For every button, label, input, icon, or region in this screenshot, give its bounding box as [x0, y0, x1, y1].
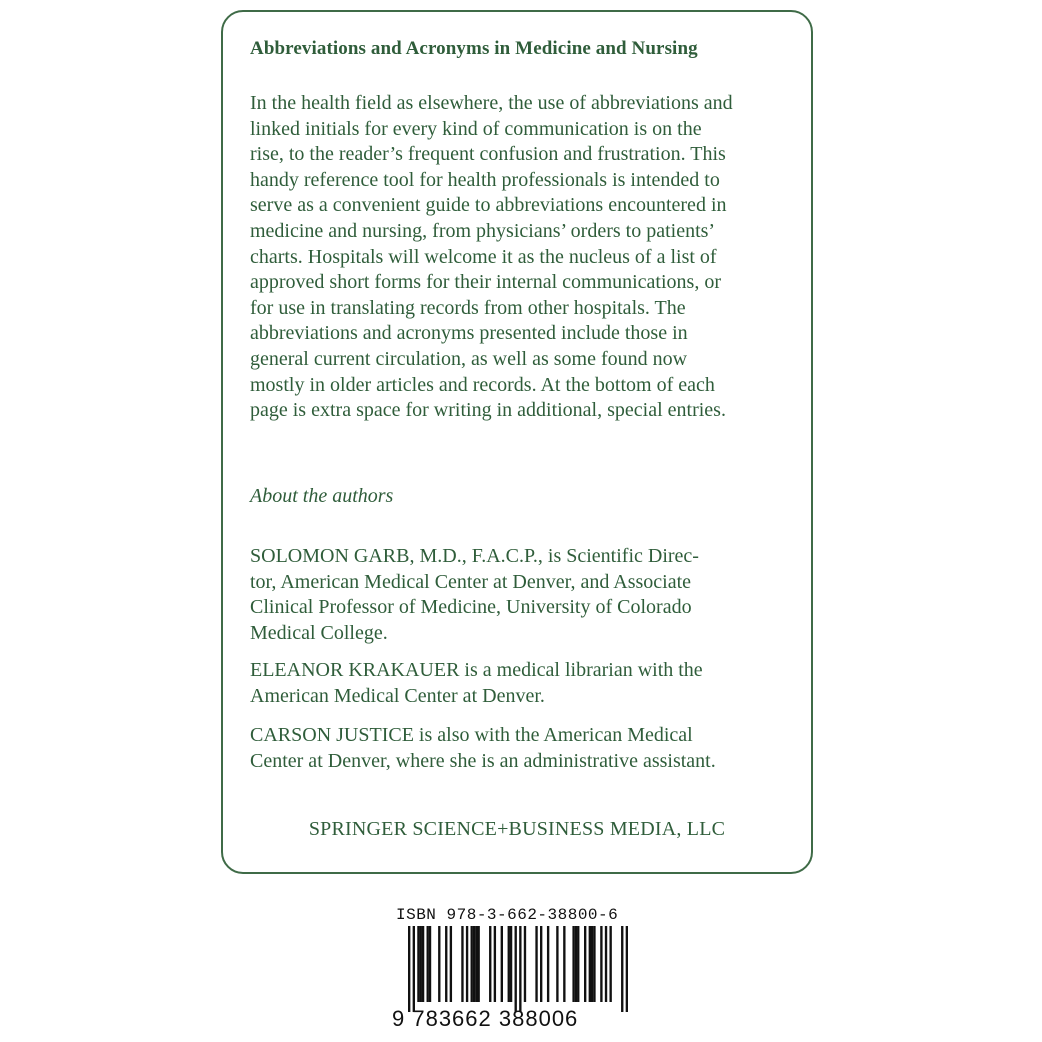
description-line: for use in translating records from other hospitals. The — [250, 296, 686, 319]
barcode-bar — [501, 926, 503, 1002]
barcode-bar — [572, 926, 574, 1002]
barcode-bar — [563, 926, 565, 1002]
isbn-barcode — [388, 906, 644, 1036]
description-line: mostly in older articles and records. At the bottom of each — [250, 373, 715, 396]
barcode-bar — [420, 926, 422, 1002]
barcode-bar — [547, 926, 549, 1002]
author-bio-line: Clinical Professor of Medicine, University of Colorado — [250, 596, 692, 619]
barcode-bar — [466, 926, 468, 1002]
description-line: general current circulation, as well as some found now — [250, 347, 688, 370]
description-line: linked initials for every kind of communication is on the — [250, 117, 702, 140]
barcode-bar — [508, 926, 510, 1002]
description-line: charts. Hospitals will welcome it as the nucleus of a list of — [250, 245, 717, 268]
barcode-bar — [489, 926, 491, 1002]
barcode-bar — [593, 926, 595, 1002]
barcode-bar — [589, 926, 591, 1002]
author-bio-line: tor, American Medical Center at Denver, and Associate — [250, 570, 692, 593]
barcode-bar — [584, 926, 586, 1002]
barcode-bar — [473, 926, 475, 1002]
barcode-bar — [524, 926, 526, 1002]
barcode-bar — [427, 926, 429, 1002]
barcode-bar — [471, 926, 473, 1002]
description-line: handy reference tool for health professionals is intended to — [250, 168, 720, 191]
book-title: Abbreviations and Acronyms in Medicine and Nursing — [250, 38, 698, 59]
barcode-bar — [475, 926, 477, 1002]
author-bio-line: SOLOMON GARB, M.D., F.A.C.P., is Scientific Direc- — [250, 545, 699, 567]
book-description — [250, 91, 784, 424]
barcode-bar — [535, 926, 537, 1002]
description-line: medicine and nursing, from physicians’ orders to patients’ — [250, 219, 716, 242]
back-cover-panel — [221, 10, 813, 874]
barcode-bar — [626, 926, 628, 1012]
description-line: approved short forms for their internal communications, or — [250, 271, 721, 294]
barcode-bar — [621, 926, 623, 1012]
barcode-bar — [519, 926, 521, 1012]
barcode-bar — [600, 926, 602, 1002]
barcode-bar — [422, 926, 424, 1002]
publisher-name: SPRINGER SCIENCE+BUSINESS MEDIA, LLC — [308, 818, 726, 840]
description-line: page is extra space for writing in additional, special entries. — [250, 399, 726, 422]
about-authors-heading: About the authors — [250, 485, 394, 507]
isbn-label: ISBN 978-3-662-38800-6 — [396, 906, 619, 924]
barcode-bar — [540, 926, 542, 1002]
barcode-bar — [510, 926, 512, 1002]
author-bio-garb — [250, 544, 784, 646]
barcode-bar — [417, 926, 419, 1002]
barcode-bar — [450, 926, 452, 1002]
author-bio-line: Center at Denver, where she is an administrative assistant. — [250, 749, 716, 772]
barcode-bars — [408, 926, 628, 1012]
barcode-bar — [477, 926, 479, 1002]
barcode-bar — [413, 926, 415, 1012]
barcode-bar — [515, 926, 517, 1012]
barcode-bar — [556, 926, 558, 1002]
barcode-bar — [408, 926, 410, 1012]
author-bio-line: ELEANOR KRAKAUER is a medical librarian with the — [250, 659, 703, 681]
description-line: In the health field as elsewhere, the use of abbreviations and — [250, 92, 733, 114]
barcode-bar — [605, 926, 607, 1002]
author-bio-krakauer — [250, 658, 784, 709]
barcode-bar — [494, 926, 496, 1002]
description-line: serve as a convenient guide to abbreviations encountered in — [250, 194, 727, 217]
barcode-bar — [438, 926, 440, 1002]
barcode-digits: 9 783662 388006 — [392, 1006, 579, 1031]
author-bio-justice — [250, 723, 784, 774]
author-bio-line: CARSON JUSTICE is also with the American Medical — [250, 724, 693, 746]
barcode-bar — [461, 926, 463, 1002]
barcode-bar — [577, 926, 579, 1002]
barcode-bar — [429, 926, 431, 1002]
description-line: abbreviations and acronyms presented include those in — [250, 322, 688, 345]
description-line: rise, to the reader’s frequent confusion and frustration. This — [250, 143, 726, 166]
barcode-bar — [591, 926, 593, 1002]
author-bio-line: American Medical Center at Denver. — [250, 684, 545, 707]
author-bio-line: Medical College. — [250, 621, 388, 644]
barcode-bar — [609, 926, 611, 1002]
barcode-bar — [445, 926, 447, 1002]
barcode-bar — [575, 926, 577, 1002]
